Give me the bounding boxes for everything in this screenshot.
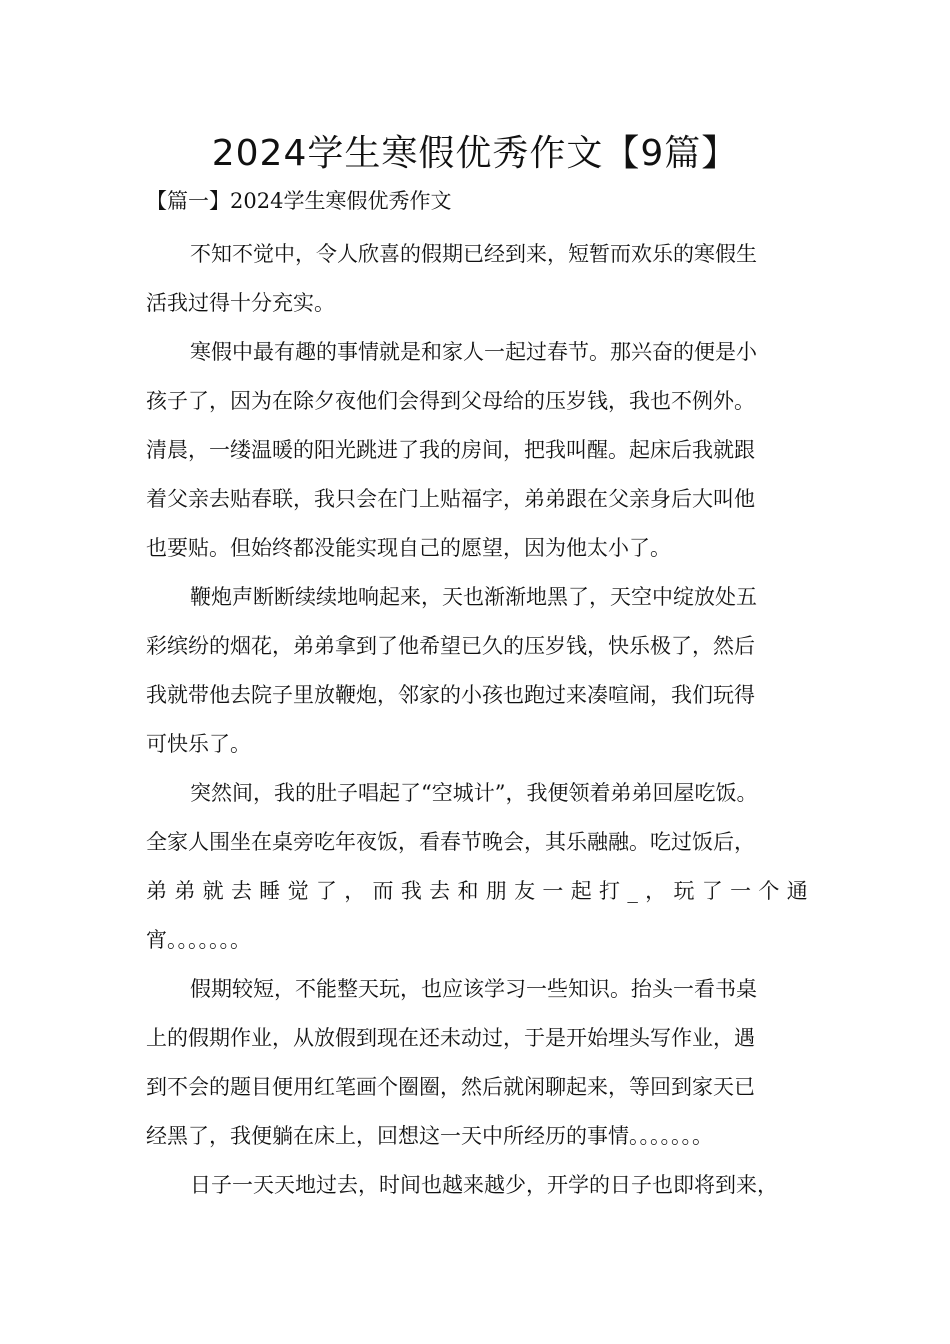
text-glyph: _	[627, 879, 638, 903]
text-line: 着父亲去贴春联，我只会在门上贴福字，弟弟跟在父亲身后大叫他	[146, 487, 755, 511]
text-line-justified	[146, 867, 808, 916]
paragraph-3	[146, 573, 808, 769]
text-glyph: 去	[429, 879, 451, 903]
text-line: 可快乐了。	[146, 732, 251, 756]
text-glyph: 朋	[485, 879, 507, 903]
text-glyph: 去	[230, 879, 252, 903]
paragraph-5	[146, 965, 808, 1161]
text-glyph: 就	[202, 879, 224, 903]
text-line: 清晨，一缕温暖的阳光跳进了我的房间，把我叫醒。起床后我就跟	[146, 438, 755, 462]
text-line: 经黑了，我便躺在床上，回想这一天中所经历的事情。。。。。。。	[146, 1124, 713, 1148]
text-glyph: 弟	[174, 879, 196, 903]
text-line: 假期较短，不能整天玩，也应该学习一些知识。抬头一看书桌	[190, 977, 757, 1001]
text-line: 我就带他去院子里放鞭炮，邻家的小孩也跑过来凑喧闹，我们玩得	[146, 683, 755, 707]
text-line: 全家人围坐在桌旁吃年夜饭，看春节晚会，其乐融融。吃过饭后，	[146, 830, 755, 854]
text-glyph: 睡	[259, 879, 281, 903]
text-glyph: 和	[457, 879, 479, 903]
document-title: 2024学生寒假优秀作文【9篇】	[211, 133, 739, 174]
text-glyph: 我	[400, 879, 422, 903]
text-glyph: 友	[514, 879, 536, 903]
text-glyph: 而	[372, 879, 394, 903]
text-line: 到不会的题目便用红笔画个圈圈，然后就闲聊起来，等回到家天已	[146, 1075, 755, 1099]
text-glyph: 通	[786, 879, 808, 903]
text-glyph: 了	[315, 879, 337, 903]
paragraph-2	[146, 328, 808, 573]
paragraph-6	[146, 1161, 808, 1210]
text-line: 彩缤纷的烟花，弟弟拿到了他希望已久的压岁钱，快乐极了，然后	[146, 634, 755, 658]
text-line: 日子一天天地过去，时间也越来越少，开学的日子也即将到来，	[190, 1173, 778, 1197]
section-heading: 【篇一】2024学生寒假优秀作文	[146, 189, 452, 213]
text-glyph: ，	[344, 879, 366, 903]
text-glyph: 觉	[287, 879, 309, 903]
text-glyph: ，	[645, 879, 667, 903]
text-line: 鞭炮声断断续续地响起来，天也渐渐地黑了，天空中绽放处五	[190, 585, 757, 609]
text-line: 上的假期作业，从放假到现在还未动过，于是开始埋头写作业，遇	[146, 1026, 755, 1050]
paragraph-4	[146, 769, 808, 965]
essay-body	[146, 230, 808, 1210]
text-line: 活我过得十分充实。	[146, 291, 335, 315]
text-glyph: 打	[599, 879, 620, 903]
text-line: 突然间，我的肚子唱起了“空城计”，我便领着弟弟回屋吃饭。	[190, 781, 758, 805]
text-line: 寒假中最有趣的事情就是和家人一起过春节。那兴奋的便是小	[190, 340, 757, 364]
text-glyph: 弟	[146, 879, 167, 903]
text-glyph: 一	[730, 879, 752, 903]
text-glyph: 了	[701, 879, 723, 903]
text-glyph: 起	[570, 879, 592, 903]
text-glyph: 个	[758, 879, 780, 903]
text-line: 也要贴。但始终都没能实现自己的愿望，因为他太小了。	[146, 536, 671, 560]
text-glyph: 玩	[673, 879, 695, 903]
text-glyph: 一	[542, 879, 564, 903]
text-line: 宵。。。。。。。	[146, 928, 251, 952]
text-line: 不知不觉中，令人欣喜的假期已经到来，短暂而欢乐的寒假生	[190, 242, 757, 266]
paragraph-1	[146, 230, 808, 328]
text-line: 孩子了，因为在除夕夜他们会得到父母给的压岁钱，我也不例外。	[146, 389, 755, 413]
